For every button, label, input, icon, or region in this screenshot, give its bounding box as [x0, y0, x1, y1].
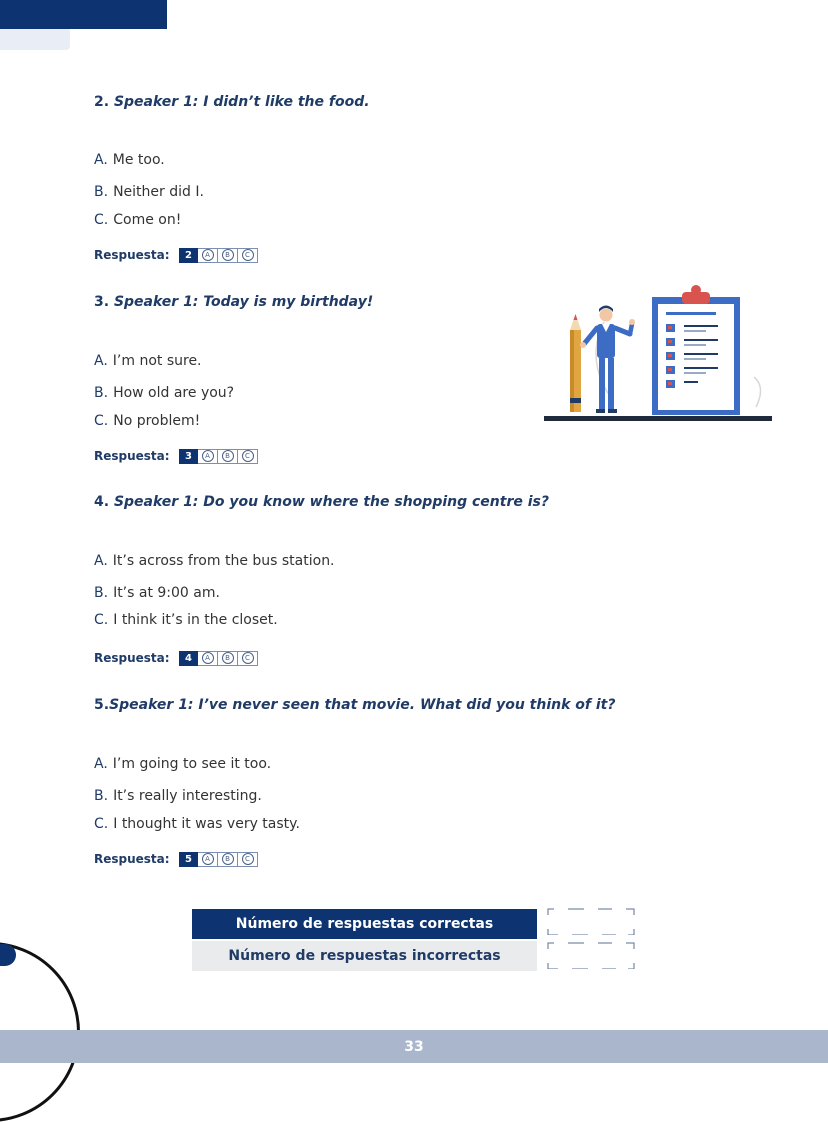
- answer-bubble-c[interactable]: C: [238, 651, 258, 666]
- answer-number: 2: [179, 248, 198, 263]
- question-2-option-c: C. Come on!: [94, 212, 182, 228]
- answer-label: Respuesta:: [94, 651, 170, 665]
- question-5-option-c: C. I thought it was very tasty.: [94, 816, 300, 832]
- question-3-answer: [94, 448, 258, 464]
- answer-label: Respuesta:: [94, 248, 170, 262]
- correct-answers-field[interactable]: [546, 907, 636, 935]
- incorrect-answers-field[interactable]: [546, 941, 636, 969]
- header-decoration-bar: [0, 0, 167, 29]
- question-2-option-a: A. Me too.: [94, 152, 165, 168]
- answer-bubble-a[interactable]: A: [198, 248, 218, 263]
- answer-bubble-b[interactable]: B: [218, 248, 238, 263]
- answer-bubbles: [179, 651, 258, 666]
- page-number: 33: [404, 1038, 424, 1055]
- person: [580, 306, 635, 414]
- answer-bubble-c[interactable]: C: [238, 852, 258, 867]
- answer-bubble-c[interactable]: C: [238, 248, 258, 263]
- question-3-option-c: C. No problem!: [94, 413, 201, 429]
- answer-bubble-b[interactable]: B: [218, 852, 238, 867]
- answer-bubble-a[interactable]: A: [198, 852, 218, 867]
- question-4-answer: [94, 650, 258, 666]
- answer-number: 5: [179, 852, 198, 867]
- answer-bubble-c[interactable]: C: [238, 449, 258, 464]
- answer-number: 4: [179, 651, 198, 666]
- answer-bubbles: [179, 449, 258, 464]
- question-4-option-a: A. It’s across from the bus station.: [94, 553, 335, 569]
- correct-answers-label: Número de respuestas correctas: [192, 909, 537, 939]
- question-5-option-b: B. It’s really interesting.: [94, 788, 262, 804]
- incorrect-answers-label: Número de respuestas incorrectas: [192, 941, 537, 971]
- question-2-option-b: B. Neither did I.: [94, 184, 204, 200]
- question-5-option-a: A. I’m going to see it too.: [94, 756, 272, 772]
- answer-bubble-a[interactable]: A: [198, 651, 218, 666]
- question-3-prompt: 3. Speaker 1: Today is my birthday!: [94, 294, 374, 310]
- answer-bubble-b[interactable]: B: [218, 449, 238, 464]
- header-decoration-shadow: [0, 29, 70, 50]
- page-footer: [0, 1030, 828, 1063]
- question-4-prompt: 4. Speaker 1: Do you know where the shopping centre is?: [94, 494, 549, 510]
- question-3-option-a: A. I’m not sure.: [94, 353, 202, 369]
- question-2-prompt: 2. Speaker 1: I didn’t like the food.: [94, 94, 370, 110]
- answer-bubbles: [179, 248, 258, 263]
- question-4-option-b: B. It’s at 9:00 am.: [94, 585, 220, 601]
- answer-label: Respuesta:: [94, 852, 170, 866]
- answer-bubble-b[interactable]: B: [218, 651, 238, 666]
- answer-bubble-a[interactable]: A: [198, 449, 218, 464]
- answer-label: Respuesta:: [94, 449, 170, 463]
- answer-bubbles: [179, 852, 258, 867]
- question-5-prompt: 5.Speaker 1: I’ve never seen that movie. What did you think of it?: [94, 697, 616, 713]
- pencil: [570, 314, 581, 412]
- checklist-illustration: [544, 282, 772, 426]
- answer-number: 3: [179, 449, 198, 464]
- question-4-option-c: C. I think it’s in the closet.: [94, 612, 278, 628]
- question-5-answer: [94, 851, 258, 867]
- ground-line: [544, 416, 772, 421]
- question-2-answer: [94, 247, 258, 263]
- question-3-option-b: B. How old are you?: [94, 385, 235, 401]
